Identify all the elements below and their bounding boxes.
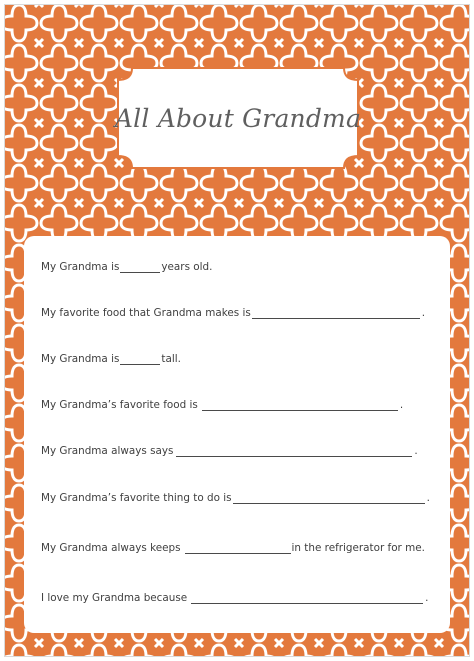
prompt-favorite-food-made (41, 305, 441, 319)
answer-blank[interactable] (176, 445, 412, 457)
prompt-always-says (41, 443, 441, 457)
prompt-text: years old. (161, 261, 213, 273)
prompt-text: My favorite food that Grandma makes is (41, 307, 251, 319)
prompt-text: . (421, 307, 426, 319)
prompt-text: I love my Grandma because (41, 592, 188, 604)
answer-blank[interactable] (252, 307, 420, 319)
prompt-height (41, 351, 441, 365)
prompt-text: . (399, 399, 404, 411)
prompt-text: My Grandma’s favorite food is (41, 399, 198, 411)
answer-blank[interactable] (202, 399, 398, 411)
prompt-text: in the refrigerator for me. (291, 542, 425, 554)
prompt-text: tall. (161, 353, 181, 365)
prompt-age (41, 259, 441, 273)
prompt-text: My Grandma’s favorite thing to do is (41, 492, 232, 504)
prompt-text: My Grandma is (41, 353, 120, 365)
page-title: All About Grandma (114, 103, 362, 133)
answer-blank[interactable] (120, 353, 160, 365)
prompt-text: . (414, 445, 418, 457)
prompt-text: . (425, 592, 429, 604)
answer-blank[interactable] (120, 261, 160, 273)
answer-blank[interactable] (191, 592, 423, 604)
questions-card (24, 236, 450, 633)
prompt-text: My Grandma always keeps (41, 542, 181, 554)
prompt-text: . (426, 492, 430, 504)
answer-blank[interactable] (233, 492, 425, 504)
prompt-text: My Grandma always says (41, 445, 174, 457)
prompt-grandma-favorite-food (41, 397, 441, 411)
answer-blank[interactable] (185, 542, 291, 554)
prompt-text: My Grandma is (41, 261, 120, 273)
prompt-refrigerator (41, 540, 441, 554)
prompt-favorite-thing-to-do (41, 490, 441, 504)
prompt-love-because (41, 590, 441, 604)
